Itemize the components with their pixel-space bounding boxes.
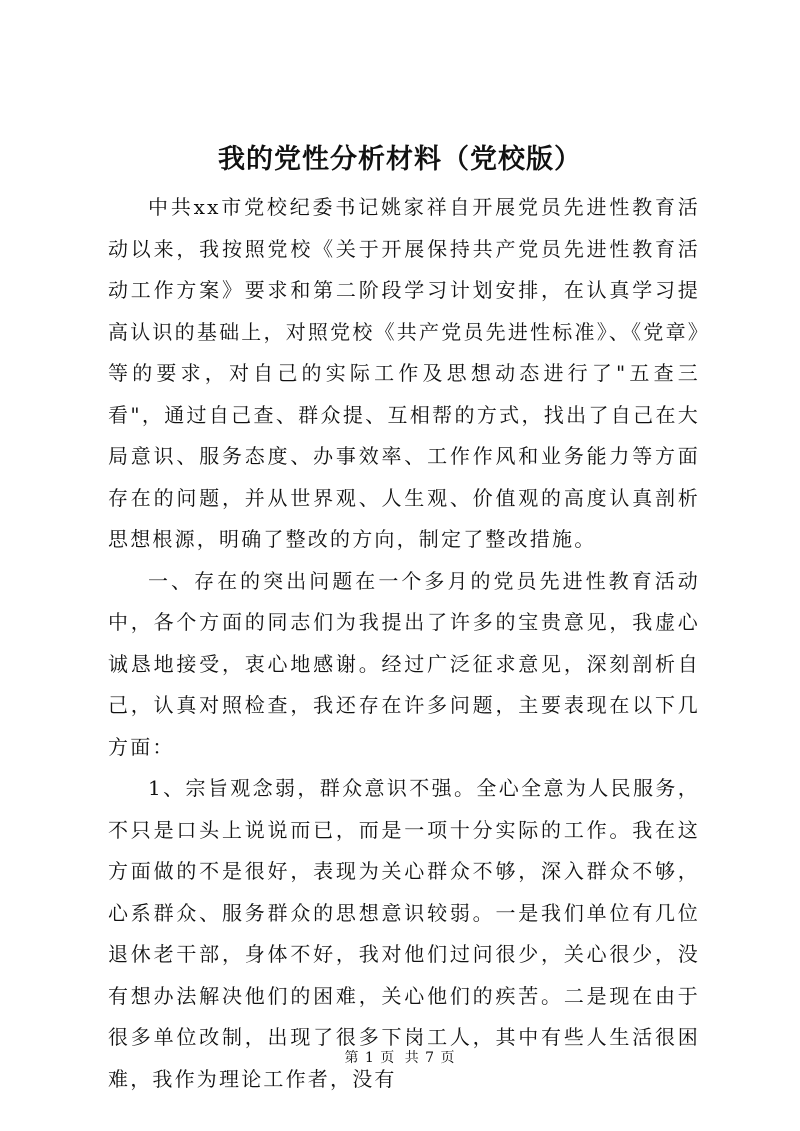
paragraph-item-one: 1、宗旨观念弱，群众意识不强。全心全意为人民服务，不只是口头上说说而已，而是一项十分实际的工作。我在这方面做的不是很好，表现为关心群众不够，深入群众不够，心系群众、服务群众的思想意识较弱。一是我们单位有几位退休老干部，身体不好，我对他们过问很少，关心很少，没有想办法解决他们的困难，关心他们的疾苦。二是现在由于很多单位改制，出现了很多下岗工人，其中有些人生活很困难，我作为理论工作者，没有 — [108, 776, 700, 1091]
document-title: 我的党性分析材料（党校版） — [218, 144, 582, 175]
document-body — [108, 187, 700, 1100]
paragraph-intro: 中共xx市党校纪委书记姚家祥自开展党员先进性教育活动以来，我按照党校《关于开展保持共产党员先进性教育活动工作方案》要求和第二阶段学习计划安排，在认真学习提高认识的基础上，对照党校《共产党员先进性标准》、《党章》等的要求，对自己的实际工作及思想动态进行了"五查三看"，通过自己查、群众提、互相帮的方式，找出了自己在大局意识、服务态度、办事效率、工作作风和业务能力等方面存在的问题，并从世界观、人生观、价值观的高度认真剖析思想根源，明确了整改的方向，制定了整改措施。 — [108, 195, 700, 551]
page-footer — [0, 1047, 800, 1067]
page-total: 共 7 页 — [404, 1050, 456, 1066]
page-number: 第 1 页 — [344, 1050, 396, 1066]
paragraph-section-one: 一、存在的突出问题在一个多月的党员先进性教育活动中，各个方面的同志们为我提出了许多的宝贵意见，我虚心诚恳地接受，衷心地感谢。经过广泛征求意见，深刻剖析自己，认真对照检查，我还存在许多问题，主要表现在以下几方面： — [108, 568, 700, 759]
